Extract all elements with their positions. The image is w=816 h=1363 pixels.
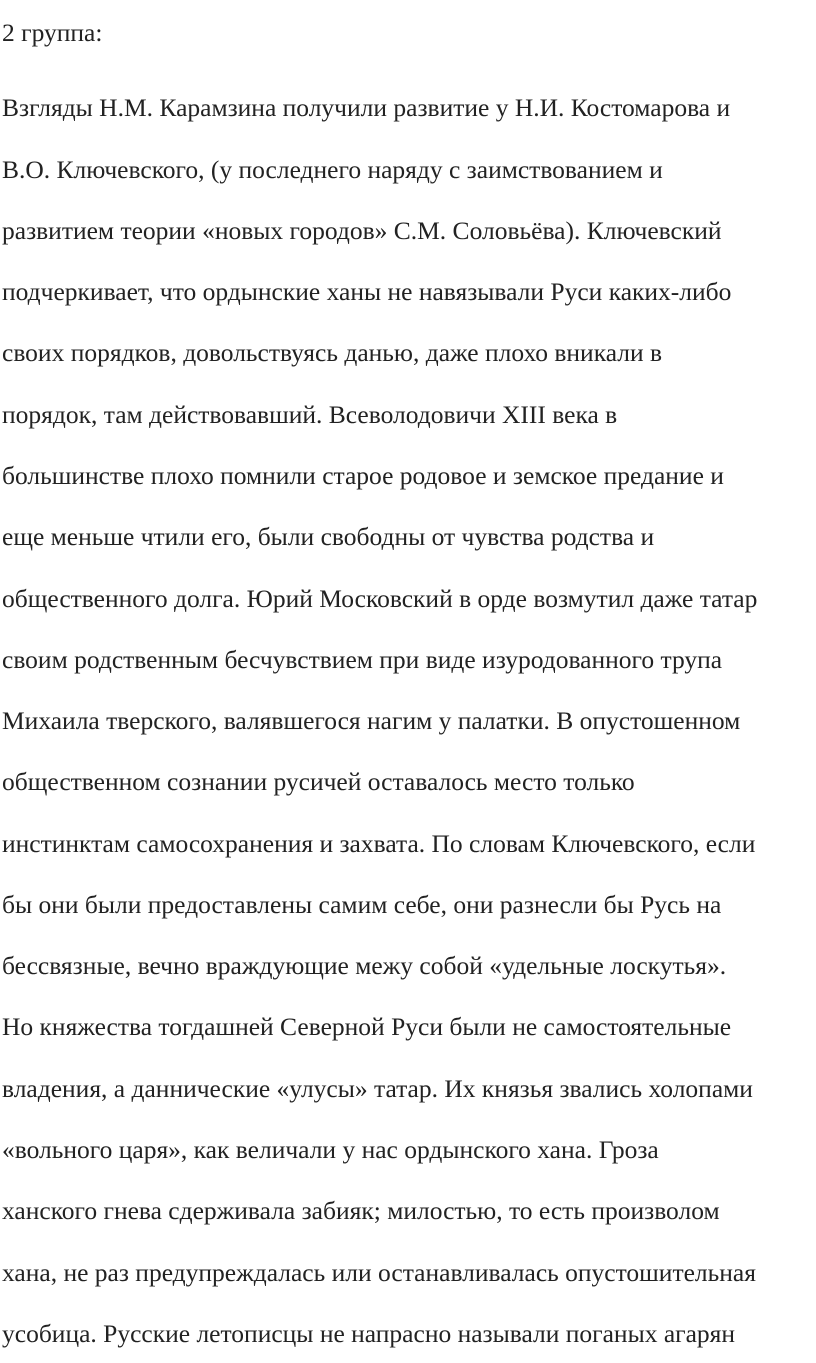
text-line: Но княжества тогдашней Северной Руси были не самостоятельные [2, 1012, 732, 1041]
text-line: общественном сознании русичей оставалось место только [2, 767, 635, 796]
text-line: Михаила тверского, валявшегося нагим у палатки. В опустошенном [2, 706, 741, 735]
text-line: усобица. Русские летописцы не напрасно называли поганых агарян [2, 1319, 736, 1348]
text-line: бы они были предоставлены самим себе, они разнесли бы Русь на [2, 890, 722, 919]
text-line: большинстве плохо помнили старое родовое и земское предание и [2, 461, 724, 490]
text-line: развитием теории «новых городов» С.М. Соловьёва). Ключевский [2, 216, 722, 245]
text-line: инстинктам самосохранения и захвата. По словам Ключевского, если [2, 829, 756, 858]
text-line: владения, а даннические «улусы» татар. Их князья звались холопами [2, 1074, 753, 1103]
text-line: бессвязные, вечно враждующие межу собой «удельные лоскутья». [2, 951, 727, 980]
text-line: В.О. Ключевского, (у последнего наряду с заимствованием и [2, 155, 663, 184]
text-line: порядок, там действовавший. Всеволодовичи XIII века в [2, 400, 618, 429]
text-line: своим родственным бесчувствием при виде изуродованного трупа [2, 645, 723, 674]
text-line: своих порядков, довольствуясь данью, даже плохо вникали в [2, 338, 663, 367]
text-line: «вольного царя», как величали у нас ордынского хана. Гроза [2, 1135, 659, 1164]
text-line: общественного долга. Юрий Московский в орде возмутил даже татар [2, 584, 758, 613]
text-line: Взгляды Н.М. Карамзина получили развитие у Н.И. Костомарова и [2, 93, 731, 122]
text-line: еще меньше чтили его, были свободны от чувства родства и [2, 522, 655, 551]
text-line: подчеркивает, что ордынские ханы не навязывали Руси каких-либо [2, 277, 732, 306]
text-line: хана, не раз предупреждалась или останавливалась опустошительная [2, 1258, 756, 1287]
group-heading: 2 группа: [2, 18, 103, 47]
text-line: ханского гнева сдерживала забияк; милостью, то есть произволом [2, 1196, 720, 1225]
